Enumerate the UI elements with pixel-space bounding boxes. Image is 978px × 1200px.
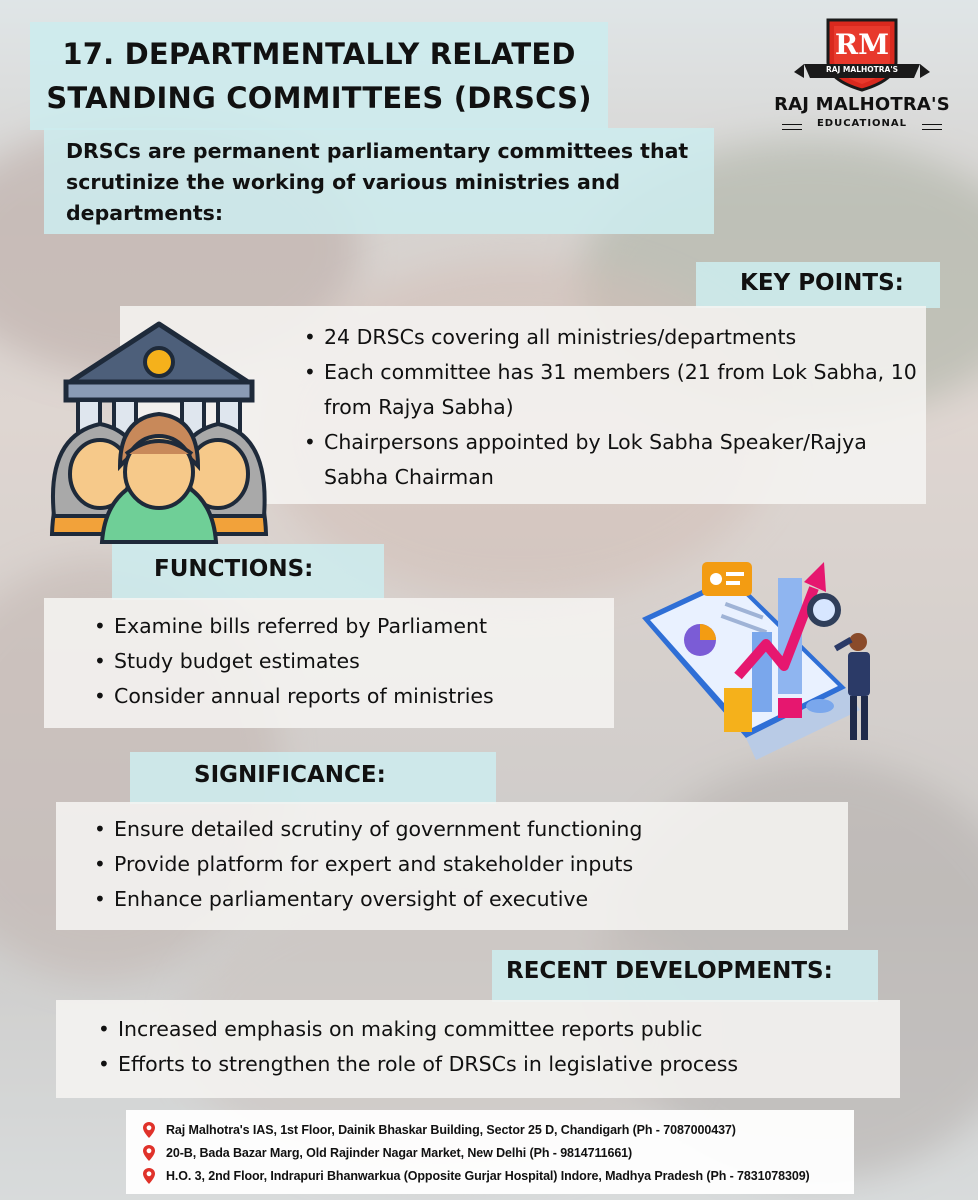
recent-heading: RECENT DEVELOPMENTS: (506, 958, 833, 984)
title-line-2: STANDING COMMITTEES (DRSCS) (46, 81, 592, 115)
recent-item: • Efforts to strengthen the role of DRSCs in legislative process (96, 1047, 900, 1082)
emblem-letters: RM (834, 28, 890, 61)
functions-list (92, 609, 614, 714)
function-item: • Examine bills referred by Parliament (92, 609, 614, 644)
functions-panel (44, 598, 614, 728)
functions-heading: FUNCTIONS: (154, 556, 314, 582)
significance-item: • Provide platform for expert and stakeholder inputs (92, 847, 848, 882)
parliament-people-icon (48, 316, 270, 544)
key-point-item: • Chairpersons appointed by Lok Sabha Speaker/Rajya Sabha Chairman (302, 425, 926, 495)
key-points-heading: KEY POINTS: (740, 270, 904, 296)
key-points-list (302, 320, 926, 495)
address-text: 20-B, Bada Bazar Marg, Old Rajinder Nagar Market, New Delhi (Ph - 9814711661) (166, 1145, 633, 1160)
key-points-heading-panel (696, 262, 940, 308)
address-row (142, 1164, 854, 1187)
title-panel (30, 22, 608, 130)
functions-heading-panel (112, 544, 384, 600)
address-row (142, 1118, 854, 1141)
significance-heading-panel (130, 752, 496, 804)
recent-item: • Increased emphasis on making committee reports public (96, 1012, 900, 1047)
address-row (142, 1141, 854, 1164)
key-point-item: • Each committee has 31 members (21 from Lok Sabha, 10 from Rajya Sabha) (302, 355, 926, 425)
address-text: Raj Malhotra's IAS, 1st Floor, Dainik Bhaskar Building, Sector 25 D, Chandigarh (Ph - 7087000437) (166, 1122, 736, 1137)
key-point-item: • 24 DRSCs covering all ministries/departments (302, 320, 926, 355)
recent-heading-panel (492, 950, 878, 1002)
title-line-1: 17. DEPARTMENTALLY RELATED (62, 37, 576, 71)
significance-heading: SIGNIFICANCE: (194, 762, 386, 788)
brand-subtitle: EDUCATIONAL (784, 118, 940, 134)
brand-name: RAJ MALHOTRA'S (774, 94, 950, 115)
recent-panel (56, 1000, 900, 1098)
function-item: • Study budget estimates (92, 644, 614, 679)
brand-logo (764, 14, 960, 134)
significance-item: • Ensure detailed scrutiny of government functioning (92, 812, 848, 847)
footer-addresses (126, 1110, 854, 1194)
significance-panel (56, 802, 848, 930)
function-item: • Consider annual reports of ministries (92, 679, 614, 714)
significance-item: • Enhance parliamentary oversight of executive (92, 882, 848, 917)
significance-list (92, 812, 848, 917)
intro-text: DRSCs are permanent parliamentary committees that scrutinize the working of various ministries and departments: (66, 139, 689, 225)
location-pin-icon (142, 1167, 156, 1185)
analytics-illustration (628, 548, 900, 770)
location-pin-icon (142, 1121, 156, 1139)
address-text: H.O. 3, 2nd Floor, Indrapuri Bhanwarkua (Opposite Gurjar Hospital) Indore, Madhya Pradesh (Ph - 7831078309) (166, 1168, 810, 1183)
intro-panel (44, 128, 714, 234)
emblem-ribbon: RAJ MALHOTRA'S (825, 65, 899, 74)
location-pin-icon (142, 1144, 156, 1162)
recent-list (96, 1012, 900, 1082)
